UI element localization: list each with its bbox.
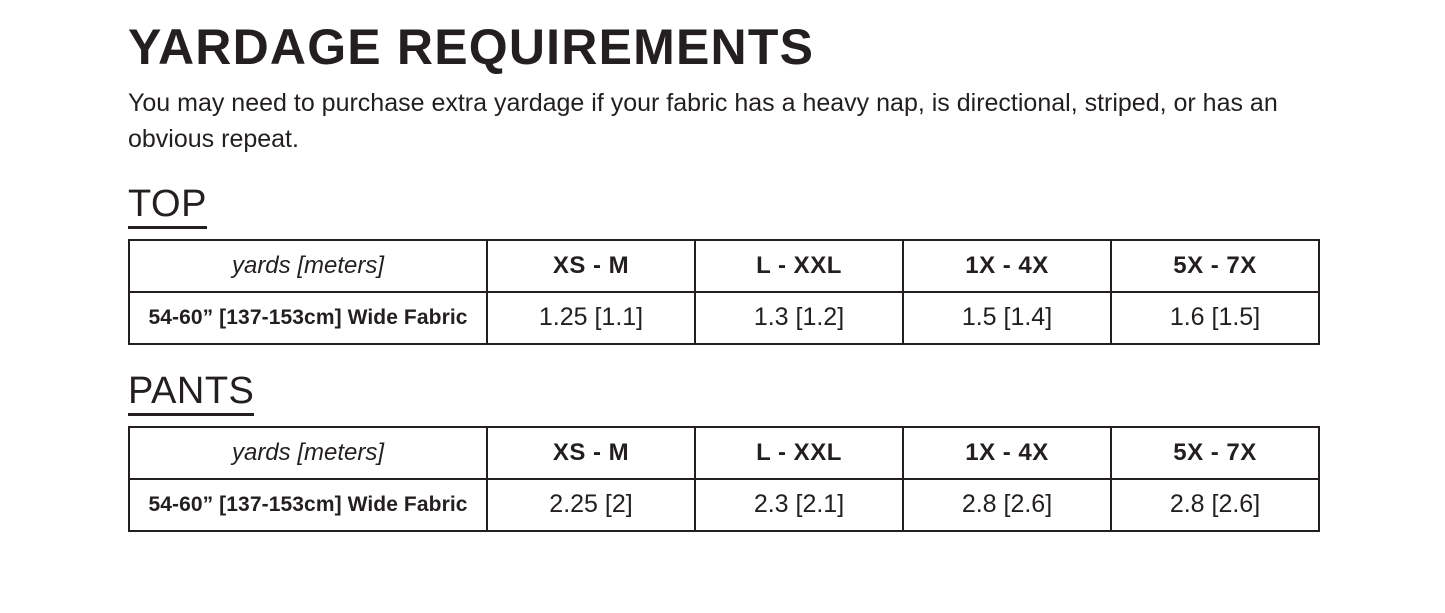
cell-yardage-1: 1.25 [1.1] [487,292,695,344]
column-header-size-2: L - XXL [695,240,903,292]
column-header-size-3: 1X - 4X [903,427,1111,479]
cell-yardage-1: 2.25 [2] [487,479,695,531]
column-header-units: yards [meters] [129,240,487,292]
table-row [129,292,1319,344]
column-header-units: yards [meters] [129,427,487,479]
yardage-table-top [128,239,1320,345]
cell-yardage-4: 1.6 [1.5] [1111,292,1319,344]
table-row [129,479,1319,531]
cell-yardage-2: 1.3 [1.2] [695,292,903,344]
column-header-size-4: 5X - 7X [1111,427,1319,479]
section-top [128,184,1385,345]
row-label-fabric-width: 54-60” [137-153cm] Wide Fabric [129,292,487,344]
column-header-size-1: XS - M [487,240,695,292]
column-header-size-1: XS - M [487,427,695,479]
cell-yardage-3: 2.8 [2.6] [903,479,1111,531]
column-header-size-2: L - XXL [695,427,903,479]
column-header-size-4: 5X - 7X [1111,240,1319,292]
section-pants [128,371,1385,532]
row-label-fabric-width: 54-60” [137-153cm] Wide Fabric [129,479,487,531]
table-header-row [129,427,1319,479]
table-header-row [129,240,1319,292]
cell-yardage-3: 1.5 [1.4] [903,292,1111,344]
cell-yardage-4: 2.8 [2.6] [1111,479,1319,531]
section-heading-top: TOP [128,184,207,229]
section-heading-pants: PANTS [128,371,254,416]
cell-yardage-2: 2.3 [2.1] [695,479,903,531]
column-header-size-3: 1X - 4X [903,240,1111,292]
yardage-table-pants [128,426,1320,532]
page-title: YARDAGE REQUIREMENTS [128,19,815,75]
intro-paragraph: You may need to purchase extra yardage if your fabric has a heavy nap, is directional, striped, or has an obvious repeat. [128,89,1278,154]
